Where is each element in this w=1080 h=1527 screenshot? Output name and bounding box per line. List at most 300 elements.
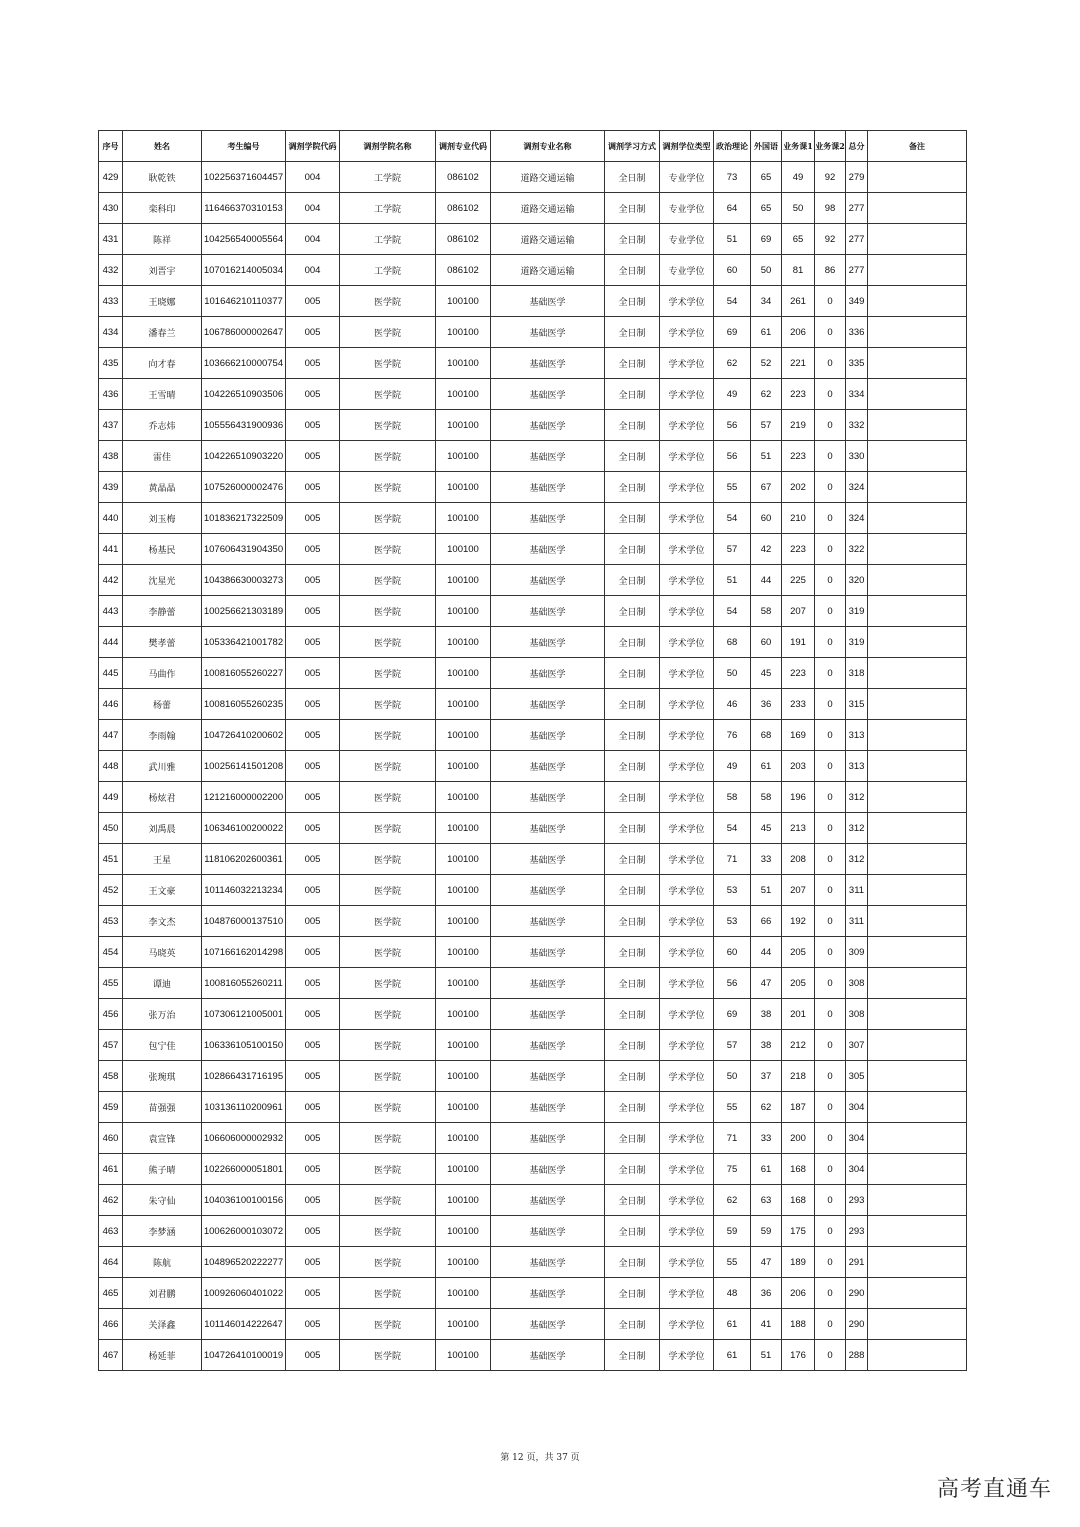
cell-major-code: 100100 xyxy=(436,1092,491,1123)
cell-name: 马曲作 xyxy=(123,658,202,689)
cell-remarks xyxy=(868,596,967,627)
cell-study-mode: 全日制 xyxy=(605,534,660,565)
cell-study-mode: 全日制 xyxy=(605,937,660,968)
cell-major-name: 基础医学 xyxy=(491,1061,605,1092)
cell-foreign-language: 45 xyxy=(751,658,782,689)
cell-college-code: 005 xyxy=(286,1247,340,1278)
cell-study-mode: 全日制 xyxy=(605,193,660,224)
cell-college-code: 005 xyxy=(286,503,340,534)
cell-subject-2: 0 xyxy=(815,689,846,720)
cell-degree-type: 学术学位 xyxy=(660,1185,714,1216)
cell-name: 李雨翰 xyxy=(123,720,202,751)
table-row xyxy=(99,1247,967,1278)
cell-politics: 59 xyxy=(714,1216,751,1247)
cell-index: 436 xyxy=(99,379,123,410)
cell-study-mode: 全日制 xyxy=(605,286,660,317)
cell-college-code: 004 xyxy=(286,224,340,255)
cell-major-code: 100100 xyxy=(436,1216,491,1247)
cell-politics: 54 xyxy=(714,813,751,844)
cell-exam-id: 101146014222647 xyxy=(202,1309,286,1340)
cell-exam-id: 104726410100019 xyxy=(202,1340,286,1371)
cell-major-code: 100100 xyxy=(436,286,491,317)
cell-index: 431 xyxy=(99,224,123,255)
cell-subject-2: 98 xyxy=(815,193,846,224)
cell-study-mode: 全日制 xyxy=(605,441,660,472)
cell-name: 杨蕾 xyxy=(123,689,202,720)
cell-degree-type: 学术学位 xyxy=(660,1092,714,1123)
cell-major-code: 100100 xyxy=(436,906,491,937)
table-row xyxy=(99,658,967,689)
cell-name: 杨延菲 xyxy=(123,1340,202,1371)
cell-name: 包宁佳 xyxy=(123,1030,202,1061)
cell-subject-2: 0 xyxy=(815,534,846,565)
cell-foreign-language: 61 xyxy=(751,1154,782,1185)
cell-degree-type: 学术学位 xyxy=(660,813,714,844)
cell-subject-1: 223 xyxy=(782,441,815,472)
cell-subject-1: 208 xyxy=(782,844,815,875)
cell-exam-id: 121216000002200 xyxy=(202,782,286,813)
table-row xyxy=(99,410,967,441)
cell-major-name: 基础医学 xyxy=(491,348,605,379)
cell-index: 442 xyxy=(99,565,123,596)
table-row xyxy=(99,1061,967,1092)
cell-major-name: 基础医学 xyxy=(491,596,605,627)
cell-degree-type: 学术学位 xyxy=(660,534,714,565)
cell-major-code: 100100 xyxy=(436,720,491,751)
cell-degree-type: 专业学位 xyxy=(660,193,714,224)
cell-subject-2: 0 xyxy=(815,1154,846,1185)
cell-study-mode: 全日制 xyxy=(605,379,660,410)
cell-major-name: 基础医学 xyxy=(491,689,605,720)
cell-college-name: 医学院 xyxy=(340,348,436,379)
cell-subject-2: 0 xyxy=(815,472,846,503)
col-header-total: 总分 xyxy=(846,131,868,162)
cell-degree-type: 专业学位 xyxy=(660,162,714,193)
cell-name: 沈星光 xyxy=(123,565,202,596)
cell-foreign-language: 33 xyxy=(751,1123,782,1154)
cell-major-code: 100100 xyxy=(436,1154,491,1185)
cell-total: 290 xyxy=(846,1278,868,1309)
cell-index: 430 xyxy=(99,193,123,224)
cell-total: 308 xyxy=(846,999,868,1030)
cell-college-code: 005 xyxy=(286,875,340,906)
cell-degree-type: 专业学位 xyxy=(660,255,714,286)
cell-college-name: 医学院 xyxy=(340,317,436,348)
cell-subject-2: 0 xyxy=(815,1247,846,1278)
cell-exam-id: 105336421001782 xyxy=(202,627,286,658)
cell-degree-type: 学术学位 xyxy=(660,627,714,658)
cell-study-mode: 全日制 xyxy=(605,565,660,596)
cell-study-mode: 全日制 xyxy=(605,658,660,689)
cell-remarks xyxy=(868,348,967,379)
cell-foreign-language: 60 xyxy=(751,503,782,534)
cell-foreign-language: 44 xyxy=(751,565,782,596)
cell-subject-2: 0 xyxy=(815,348,846,379)
cell-subject-2: 0 xyxy=(815,968,846,999)
cell-politics: 73 xyxy=(714,162,751,193)
col-header-foreign-language: 外国语 xyxy=(751,131,782,162)
cell-exam-id: 104036100100156 xyxy=(202,1185,286,1216)
cell-subject-2: 0 xyxy=(815,844,846,875)
cell-subject-1: 210 xyxy=(782,503,815,534)
cell-foreign-language: 68 xyxy=(751,720,782,751)
col-header-exam-id: 考生编号 xyxy=(202,131,286,162)
cell-politics: 55 xyxy=(714,472,751,503)
cell-major-name: 基础医学 xyxy=(491,1154,605,1185)
cell-remarks xyxy=(868,1030,967,1061)
cell-politics: 54 xyxy=(714,503,751,534)
cell-degree-type: 学术学位 xyxy=(660,782,714,813)
cell-total: 312 xyxy=(846,782,868,813)
cell-name: 雷佳 xyxy=(123,441,202,472)
cell-subject-1: 200 xyxy=(782,1123,815,1154)
cell-foreign-language: 36 xyxy=(751,1278,782,1309)
cell-index: 429 xyxy=(99,162,123,193)
cell-college-code: 005 xyxy=(286,1340,340,1371)
cell-remarks xyxy=(868,999,967,1030)
cell-major-name: 基础医学 xyxy=(491,1092,605,1123)
table-row xyxy=(99,813,967,844)
cell-study-mode: 全日制 xyxy=(605,1247,660,1278)
cell-subject-2: 0 xyxy=(815,782,846,813)
cell-name: 马晓英 xyxy=(123,937,202,968)
cell-remarks xyxy=(868,317,967,348)
cell-index: 461 xyxy=(99,1154,123,1185)
cell-total: 291 xyxy=(846,1247,868,1278)
cell-study-mode: 全日制 xyxy=(605,472,660,503)
cell-name: 王雪晴 xyxy=(123,379,202,410)
cell-degree-type: 学术学位 xyxy=(660,720,714,751)
cell-total: 304 xyxy=(846,1123,868,1154)
cell-college-name: 医学院 xyxy=(340,999,436,1030)
cell-major-code: 086102 xyxy=(436,224,491,255)
cell-index: 456 xyxy=(99,999,123,1030)
cell-major-code: 086102 xyxy=(436,193,491,224)
cell-name: 谭迪 xyxy=(123,968,202,999)
cell-subject-2: 0 xyxy=(815,1340,846,1371)
cell-college-code: 005 xyxy=(286,1092,340,1123)
col-header-major-code: 调剂专业代码 xyxy=(436,131,491,162)
cell-degree-type: 学术学位 xyxy=(660,565,714,596)
cell-study-mode: 全日制 xyxy=(605,1309,660,1340)
cell-major-code: 100100 xyxy=(436,937,491,968)
cell-college-name: 医学院 xyxy=(340,751,436,782)
cell-degree-type: 学术学位 xyxy=(660,286,714,317)
cell-total: 319 xyxy=(846,596,868,627)
cell-subject-1: 196 xyxy=(782,782,815,813)
table-row xyxy=(99,937,967,968)
cell-index: 439 xyxy=(99,472,123,503)
cell-remarks xyxy=(868,658,967,689)
cell-degree-type: 学术学位 xyxy=(660,1247,714,1278)
cell-exam-id: 104386630003273 xyxy=(202,565,286,596)
cell-index: 443 xyxy=(99,596,123,627)
cell-politics: 57 xyxy=(714,534,751,565)
cell-college-code: 005 xyxy=(286,565,340,596)
cell-major-code: 100100 xyxy=(436,689,491,720)
cell-subject-1: 223 xyxy=(782,379,815,410)
cell-total: 277 xyxy=(846,224,868,255)
cell-degree-type: 学术学位 xyxy=(660,658,714,689)
cell-subject-1: 168 xyxy=(782,1154,815,1185)
cell-name: 王星 xyxy=(123,844,202,875)
cell-major-code: 100100 xyxy=(436,658,491,689)
cell-college-name: 工学院 xyxy=(340,255,436,286)
cell-subject-2: 0 xyxy=(815,720,846,751)
cell-subject-2: 0 xyxy=(815,1185,846,1216)
cell-name: 刘君鹏 xyxy=(123,1278,202,1309)
cell-study-mode: 全日制 xyxy=(605,410,660,441)
cell-study-mode: 全日制 xyxy=(605,1340,660,1371)
cell-college-name: 医学院 xyxy=(340,472,436,503)
cell-remarks xyxy=(868,844,967,875)
cell-subject-1: 206 xyxy=(782,317,815,348)
cell-remarks xyxy=(868,1185,967,1216)
page-footer: 第 12 页，共 37 页 xyxy=(500,1453,580,1463)
cell-subject-2: 0 xyxy=(815,503,846,534)
cell-remarks xyxy=(868,1278,967,1309)
cell-major-name: 基础医学 xyxy=(491,1216,605,1247)
cell-subject-2: 0 xyxy=(815,1123,846,1154)
cell-subject-2: 0 xyxy=(815,999,846,1030)
cell-index: 438 xyxy=(99,441,123,472)
cell-study-mode: 全日制 xyxy=(605,255,660,286)
cell-total: 324 xyxy=(846,503,868,534)
cell-foreign-language: 44 xyxy=(751,937,782,968)
table-row xyxy=(99,1030,967,1061)
cell-politics: 76 xyxy=(714,720,751,751)
cell-college-code: 005 xyxy=(286,844,340,875)
cell-major-name: 基础医学 xyxy=(491,472,605,503)
cell-major-code: 100100 xyxy=(436,1061,491,1092)
cell-college-code: 005 xyxy=(286,410,340,441)
cell-major-code: 100100 xyxy=(436,348,491,379)
cell-politics: 54 xyxy=(714,596,751,627)
cell-college-code: 005 xyxy=(286,1061,340,1092)
cell-foreign-language: 61 xyxy=(751,751,782,782)
cell-major-code: 100100 xyxy=(436,782,491,813)
cell-college-name: 医学院 xyxy=(340,937,436,968)
table-row xyxy=(99,565,967,596)
cell-subject-1: 205 xyxy=(782,968,815,999)
cell-subject-1: 169 xyxy=(782,720,815,751)
cell-foreign-language: 42 xyxy=(751,534,782,565)
cell-exam-id: 101146032213234 xyxy=(202,875,286,906)
cell-remarks xyxy=(868,751,967,782)
cell-college-name: 医学院 xyxy=(340,379,436,410)
cell-major-name: 基础医学 xyxy=(491,627,605,658)
cell-name: 张万治 xyxy=(123,999,202,1030)
cell-name: 向才春 xyxy=(123,348,202,379)
cell-remarks xyxy=(868,627,967,658)
cell-politics: 61 xyxy=(714,1309,751,1340)
cell-college-name: 医学院 xyxy=(340,875,436,906)
cell-politics: 71 xyxy=(714,844,751,875)
cell-major-name: 基础医学 xyxy=(491,937,605,968)
cell-subject-2: 0 xyxy=(815,1092,846,1123)
cell-college-code: 005 xyxy=(286,813,340,844)
cell-major-name: 基础医学 xyxy=(491,720,605,751)
cell-exam-id: 107306121005001 xyxy=(202,999,286,1030)
cell-politics: 62 xyxy=(714,1185,751,1216)
cell-foreign-language: 59 xyxy=(751,1216,782,1247)
cell-index: 467 xyxy=(99,1340,123,1371)
cell-major-code: 100100 xyxy=(436,1278,491,1309)
col-header-subject-2: 业务课2 xyxy=(815,131,846,162)
cell-degree-type: 学术学位 xyxy=(660,1278,714,1309)
cell-politics: 60 xyxy=(714,255,751,286)
cell-total: 311 xyxy=(846,875,868,906)
cell-college-code: 005 xyxy=(286,534,340,565)
cell-name: 王文豪 xyxy=(123,875,202,906)
cell-subject-1: 189 xyxy=(782,1247,815,1278)
cell-degree-type: 学术学位 xyxy=(660,410,714,441)
cell-total: 349 xyxy=(846,286,868,317)
cell-subject-2: 92 xyxy=(815,162,846,193)
cell-remarks xyxy=(868,1340,967,1371)
cell-study-mode: 全日制 xyxy=(605,1216,660,1247)
cell-major-name: 道路交通运输 xyxy=(491,255,605,286)
cell-politics: 49 xyxy=(714,379,751,410)
cell-politics: 53 xyxy=(714,875,751,906)
cell-college-name: 医学院 xyxy=(340,689,436,720)
table-row xyxy=(99,751,967,782)
cell-total: 336 xyxy=(846,317,868,348)
cell-college-name: 医学院 xyxy=(340,1247,436,1278)
cell-college-code: 005 xyxy=(286,999,340,1030)
cell-index: 455 xyxy=(99,968,123,999)
cell-remarks xyxy=(868,224,967,255)
table-row xyxy=(99,1216,967,1247)
cell-exam-id: 104726410200602 xyxy=(202,720,286,751)
cell-exam-id: 105556431900936 xyxy=(202,410,286,441)
cell-subject-2: 0 xyxy=(815,441,846,472)
cell-remarks xyxy=(868,720,967,751)
cell-name: 陈航 xyxy=(123,1247,202,1278)
cell-subject-2: 0 xyxy=(815,410,846,441)
cell-subject-2: 0 xyxy=(815,1061,846,1092)
cell-college-code: 005 xyxy=(286,1216,340,1247)
cell-total: 335 xyxy=(846,348,868,379)
cell-degree-type: 学术学位 xyxy=(660,596,714,627)
cell-major-name: 基础医学 xyxy=(491,441,605,472)
cell-politics: 68 xyxy=(714,627,751,658)
cell-exam-id: 103136110200961 xyxy=(202,1092,286,1123)
cell-college-name: 医学院 xyxy=(340,968,436,999)
cell-remarks xyxy=(868,782,967,813)
cell-remarks xyxy=(868,1216,967,1247)
col-header-major-name: 调剂专业名称 xyxy=(491,131,605,162)
cell-study-mode: 全日制 xyxy=(605,1154,660,1185)
cell-college-code: 004 xyxy=(286,255,340,286)
cell-name: 熊子晴 xyxy=(123,1154,202,1185)
cell-college-name: 医学院 xyxy=(340,1061,436,1092)
cell-study-mode: 全日制 xyxy=(605,348,660,379)
cell-foreign-language: 34 xyxy=(751,286,782,317)
cell-name: 武川雅 xyxy=(123,751,202,782)
cell-index: 451 xyxy=(99,844,123,875)
table-row xyxy=(99,1154,967,1185)
cell-remarks xyxy=(868,379,967,410)
cell-foreign-language: 57 xyxy=(751,410,782,441)
cell-major-name: 基础医学 xyxy=(491,875,605,906)
cell-degree-type: 专业学位 xyxy=(660,224,714,255)
cell-exam-id: 100626000103072 xyxy=(202,1216,286,1247)
cell-subject-1: 261 xyxy=(782,286,815,317)
cell-subject-1: 187 xyxy=(782,1092,815,1123)
cell-politics: 56 xyxy=(714,968,751,999)
cell-politics: 55 xyxy=(714,1247,751,1278)
cell-major-code: 100100 xyxy=(436,317,491,348)
cell-exam-id: 100816055260211 xyxy=(202,968,286,999)
cell-total: 290 xyxy=(846,1309,868,1340)
cell-politics: 50 xyxy=(714,658,751,689)
cell-total: 313 xyxy=(846,720,868,751)
cell-foreign-language: 58 xyxy=(751,596,782,627)
cell-degree-type: 学术学位 xyxy=(660,689,714,720)
cell-subject-1: 65 xyxy=(782,224,815,255)
col-header-degree-type: 调剂学位类型 xyxy=(660,131,714,162)
cell-index: 433 xyxy=(99,286,123,317)
cell-politics: 61 xyxy=(714,1340,751,1371)
cell-degree-type: 学术学位 xyxy=(660,379,714,410)
cell-college-name: 医学院 xyxy=(340,534,436,565)
cell-total: 277 xyxy=(846,193,868,224)
cell-major-code: 100100 xyxy=(436,844,491,875)
cell-total: 293 xyxy=(846,1216,868,1247)
cell-college-name: 医学院 xyxy=(340,627,436,658)
cell-study-mode: 全日制 xyxy=(605,689,660,720)
cell-subject-1: 50 xyxy=(782,193,815,224)
cell-total: 319 xyxy=(846,627,868,658)
cell-total: 305 xyxy=(846,1061,868,1092)
cell-college-code: 005 xyxy=(286,348,340,379)
cell-college-code: 004 xyxy=(286,193,340,224)
cell-politics: 57 xyxy=(714,1030,751,1061)
cell-college-code: 005 xyxy=(286,317,340,348)
cell-exam-id: 100816055260227 xyxy=(202,658,286,689)
cell-subject-1: 49 xyxy=(782,162,815,193)
cell-major-name: 基础医学 xyxy=(491,968,605,999)
cell-politics: 53 xyxy=(714,906,751,937)
cell-college-code: 005 xyxy=(286,379,340,410)
cell-exam-id: 100256621303189 xyxy=(202,596,286,627)
cell-index: 450 xyxy=(99,813,123,844)
table-row xyxy=(99,1185,967,1216)
table-row xyxy=(99,875,967,906)
table-row xyxy=(99,906,967,937)
cell-subject-1: 188 xyxy=(782,1309,815,1340)
cell-total: 312 xyxy=(846,813,868,844)
cell-exam-id: 104896520222277 xyxy=(202,1247,286,1278)
cell-name: 苗强强 xyxy=(123,1092,202,1123)
cell-college-name: 医学院 xyxy=(340,782,436,813)
cell-study-mode: 全日制 xyxy=(605,1123,660,1154)
cell-total: 318 xyxy=(846,658,868,689)
cell-major-code: 086102 xyxy=(436,162,491,193)
table-header-row xyxy=(99,131,967,162)
cell-remarks xyxy=(868,162,967,193)
cell-college-name: 医学院 xyxy=(340,844,436,875)
cell-total: 288 xyxy=(846,1340,868,1371)
cell-remarks xyxy=(868,534,967,565)
cell-major-code: 100100 xyxy=(436,1123,491,1154)
cell-subject-1: 201 xyxy=(782,999,815,1030)
cell-index: 464 xyxy=(99,1247,123,1278)
cell-degree-type: 学术学位 xyxy=(660,1123,714,1154)
cell-college-code: 005 xyxy=(286,906,340,937)
cell-remarks xyxy=(868,1123,967,1154)
